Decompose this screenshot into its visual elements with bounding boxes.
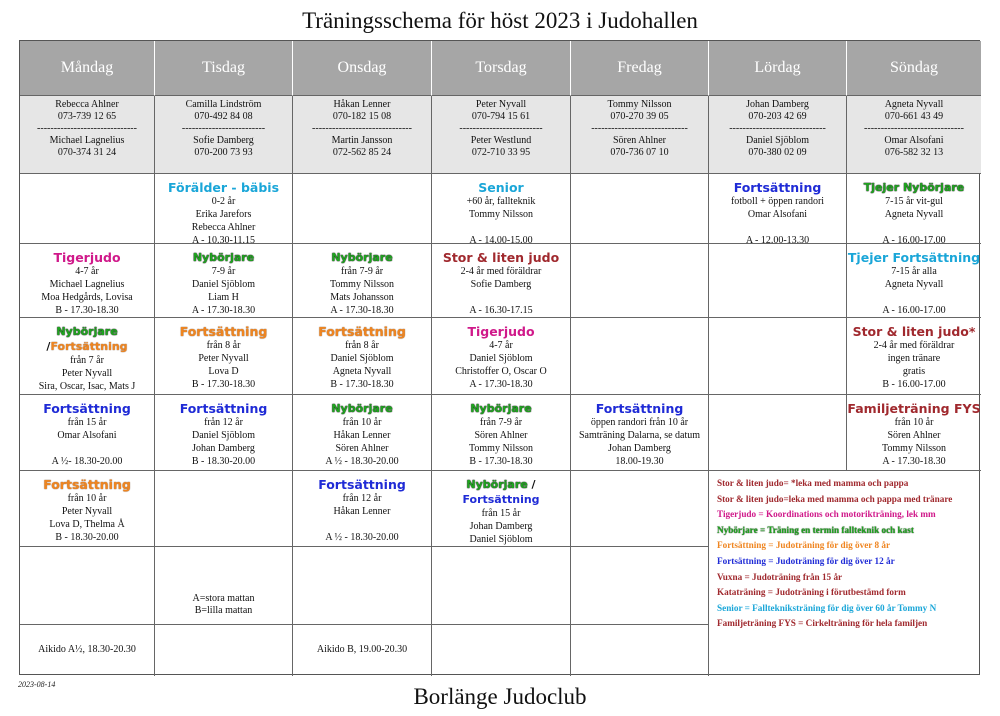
slot-empty bbox=[709, 244, 847, 318]
trainers-tuesday bbox=[155, 96, 293, 174]
trainer-phone: 070-200 73 93 bbox=[194, 147, 253, 158]
slot-empty bbox=[571, 174, 709, 244]
trainers-saturday bbox=[709, 96, 847, 174]
activity-age: från 7-9 år bbox=[340, 266, 384, 277]
activity-trainer: Omar Alsofani bbox=[57, 430, 117, 441]
trainer-name: Sofie Damberg bbox=[193, 135, 254, 146]
activity-trainer: Agneta Nyvall bbox=[884, 209, 944, 220]
activity-age: från 10 år bbox=[342, 417, 382, 428]
activity-time: A ½ - 18.30-20.00 bbox=[325, 456, 399, 467]
trainer-name: Camilla Lindström bbox=[185, 99, 262, 110]
activity-age: från 7 år bbox=[70, 355, 104, 366]
slot-empty bbox=[20, 547, 155, 625]
schedule-table bbox=[19, 40, 980, 675]
aikido-wednesday: Aikido B, 19.00-20.30 bbox=[293, 625, 432, 676]
activity-trainer: Rebecca Ahlner bbox=[191, 222, 256, 233]
slot-sunday-1 bbox=[847, 174, 981, 244]
activity-time: A - 17.30-18.30 bbox=[469, 379, 533, 390]
activity-trainer: Peter Nyvall bbox=[61, 506, 113, 517]
activity-age: från 15 år bbox=[67, 417, 107, 428]
activity-name: Fortsättning bbox=[43, 401, 131, 416]
trainer-phone: 070-794 15 61 bbox=[471, 111, 531, 122]
activity-trainer: Liam H bbox=[208, 292, 239, 303]
activity-trainer: Agneta Nyvall bbox=[332, 366, 392, 377]
activity-name: Tjejer Nybörjare bbox=[863, 181, 965, 194]
activity-name: Stor & liten judo bbox=[442, 250, 560, 265]
activity-age: 0-2 år bbox=[211, 196, 236, 207]
trainers-friday bbox=[571, 96, 709, 174]
slot-sunday-3 bbox=[847, 318, 981, 395]
trainer-phone: 072-562 85 24 bbox=[332, 147, 392, 158]
day-header-saturday: Lördag bbox=[709, 41, 847, 96]
activity-age: från 15 år bbox=[481, 508, 521, 519]
mats-note bbox=[155, 547, 293, 625]
trainers-monday bbox=[20, 96, 155, 174]
mat-a-note: A=stora mattan bbox=[192, 593, 255, 604]
legend-item: Tigerjudo = Koordinations och motorikträning, lek mm bbox=[717, 509, 936, 520]
activity-name bbox=[432, 477, 570, 507]
legend-item: Senior = Falltekniksträning för dig över 60 år Tommy N bbox=[717, 602, 937, 613]
slot-wednesday-2 bbox=[293, 244, 432, 318]
activity-name: Fortsättning bbox=[318, 324, 406, 339]
activity-time: A ½ - 18.30-20.00 bbox=[325, 532, 399, 543]
day-header-wednesday: Onsdag bbox=[293, 41, 432, 96]
activity-description: Samträning Dalarna, se datum bbox=[578, 430, 701, 441]
activity-time: B - 17.30-18.30 bbox=[330, 379, 394, 390]
activity-trainer: Håkan Lenner bbox=[333, 430, 391, 441]
mat-b-note: B=lilla mattan bbox=[194, 605, 253, 616]
day-header-thursday: Torsdag bbox=[432, 41, 571, 96]
activity-trainer: Sören Ahlner bbox=[887, 430, 941, 441]
activity-trainer: Agneta Nyvall bbox=[884, 279, 944, 290]
activity-trainer: Lova D bbox=[208, 366, 239, 377]
activity-time: A - 12.00-13.30 bbox=[745, 235, 810, 244]
activity-name-part: Fortsättning bbox=[50, 340, 128, 353]
trainers-wednesday bbox=[293, 96, 432, 174]
slot-tuesday-2 bbox=[155, 244, 293, 318]
activity-trainer: Mats Johansson bbox=[330, 292, 394, 303]
day-header-monday: Måndag bbox=[20, 41, 155, 96]
activity-name: Nybörjare bbox=[331, 402, 393, 415]
trainer-name: Daniel Sjöblom bbox=[745, 135, 810, 146]
separator: ------------------------------ bbox=[864, 123, 964, 134]
separator: ----------------------------- bbox=[729, 123, 826, 134]
activity-age: från 8 år bbox=[206, 340, 241, 351]
activity-trainer: Johan Damberg bbox=[469, 521, 533, 532]
activity-trainer: Peter Nyvall bbox=[198, 353, 249, 364]
trainer-name: Michael Lagnelius bbox=[49, 135, 125, 146]
legend-item: Stor & liten judo= *leka med mamma och pappa bbox=[717, 478, 909, 488]
trainer-phone: 073-739 12 65 bbox=[57, 111, 117, 122]
legend-item: Vuxna = Judoträning från 15 år bbox=[717, 571, 843, 582]
activity-time: A - 16.00-17.00 bbox=[882, 235, 946, 244]
activity-trainer: Erika Jarefors bbox=[195, 209, 252, 220]
activity-age: från 7-9 år bbox=[479, 417, 523, 428]
activity-time: B - 18.30-20.00 bbox=[55, 532, 119, 543]
activity-age: från 10 år bbox=[894, 417, 934, 428]
trainer-phone: 070-736 07 10 bbox=[610, 147, 669, 158]
slot-empty bbox=[709, 395, 847, 471]
activity-age: från 12 år bbox=[204, 417, 243, 428]
activity-age: 2-4 år med föräldrar bbox=[460, 266, 542, 277]
activity-trainer: Håkan Lenner bbox=[333, 506, 391, 517]
legend-item: Fortsättning = Judoträning för dig över 12 år bbox=[717, 555, 895, 566]
activity-age: 7-15 år alla bbox=[891, 266, 937, 277]
activity-name: Nybörjare bbox=[331, 251, 393, 264]
activity-time: A - 14.00-15.00 bbox=[469, 235, 533, 244]
activity-trainer: Daniel Sjöblom bbox=[469, 534, 533, 545]
legend bbox=[708, 471, 981, 676]
activity-trainer: ingen tränare bbox=[887, 353, 941, 364]
activity-trainer: Tommy Nilsson bbox=[468, 443, 534, 454]
activity-name: Fortsättning bbox=[733, 180, 822, 195]
activity-trainer: Peter Nyvall bbox=[61, 368, 113, 379]
activity-name: Fortsättning bbox=[595, 401, 684, 416]
slot-empty bbox=[571, 625, 709, 676]
activity-name: Tjejer Fortsättning bbox=[847, 250, 981, 265]
trainer-name: Omar Alsofani bbox=[884, 135, 944, 146]
slot-empty bbox=[432, 625, 571, 676]
legend-item: Stor & liten judo=leka med mamma och pappa med tränare bbox=[717, 493, 953, 504]
trainer-phone: 070-203 42 69 bbox=[748, 111, 807, 122]
activity-trainer: Daniel Sjöblom bbox=[469, 353, 533, 364]
trainer-name: Martin Jansson bbox=[331, 135, 393, 146]
activity-trainer: Moa Hedgårds, Lovisa bbox=[41, 292, 133, 303]
slot-thursday-1 bbox=[432, 174, 571, 244]
activity-trainer: Sofie Damberg bbox=[470, 279, 532, 290]
name-separator: / bbox=[46, 340, 51, 353]
activity-age: från 12 år bbox=[342, 493, 382, 504]
trainer-phone: 070-182 15 08 bbox=[332, 111, 392, 122]
activity-time: A - 16.00-17.00 bbox=[882, 305, 946, 316]
slot-empty bbox=[571, 547, 709, 625]
activity-trainer: Omar Alsofani bbox=[747, 209, 808, 220]
activity-trainer: Daniel Sjöblom bbox=[191, 279, 256, 290]
activity-trainer: Lova D, Thelma Å bbox=[49, 519, 125, 530]
activity-name: Fortsättning bbox=[318, 477, 406, 492]
trainer-name: Agneta Nyvall bbox=[884, 99, 944, 110]
slot-thursday-2 bbox=[432, 244, 571, 318]
slot-empty bbox=[293, 547, 432, 625]
trainer-phone: 070-374 31 24 bbox=[57, 147, 117, 158]
slot-empty bbox=[571, 244, 709, 318]
slot-friday-4 bbox=[571, 395, 709, 471]
trainer-name: Tommy Nilsson bbox=[607, 99, 672, 110]
slot-saturday-1 bbox=[709, 174, 847, 244]
trainer-phone: 070-661 43 49 bbox=[884, 111, 944, 122]
slot-wednesday-3 bbox=[293, 318, 432, 395]
activity-age: fotboll + öppen randori bbox=[730, 196, 825, 207]
activity-age: +60 år, fallteknik bbox=[466, 196, 536, 207]
activity-description: öppen randori från 10 år bbox=[590, 417, 689, 428]
activity-trainer: Johan Damberg bbox=[192, 443, 255, 454]
slot-empty bbox=[155, 471, 293, 547]
activity-name: Fortsättning bbox=[179, 324, 268, 339]
legend-item: Kataträning = Judoträning i förutbestämd form bbox=[717, 587, 906, 598]
activity-trainer: Johan Damberg bbox=[608, 443, 671, 454]
day-header-sunday: Söndag bbox=[847, 41, 981, 96]
slot-thursday-4 bbox=[432, 395, 571, 471]
slot-empty bbox=[571, 471, 709, 547]
slot-empty bbox=[432, 547, 571, 625]
activity-name-part: Fortsättning bbox=[462, 493, 540, 506]
activity-trainer: Tommy Nilsson bbox=[881, 443, 947, 454]
activity-trainer: Sören Ahlner bbox=[474, 430, 528, 441]
slot-monday-4 bbox=[20, 395, 155, 471]
activity-trainer: Michael Lagnelius bbox=[49, 279, 125, 290]
activity-name bbox=[20, 324, 154, 354]
slot-monday-2 bbox=[20, 244, 155, 318]
activity-trainer: Tommy Nilsson bbox=[468, 209, 534, 220]
trainers-sunday bbox=[847, 96, 981, 174]
slot-tuesday-4 bbox=[155, 395, 293, 471]
activity-time: A - 17.30-18.30 bbox=[330, 305, 394, 316]
separator: ------------------------- bbox=[181, 123, 266, 134]
legend-item: Nybörjare = Träning en termin fallteknik och kast bbox=[717, 524, 914, 535]
trainer-phone: 070-492 84 08 bbox=[194, 111, 253, 122]
club-name: Borlänge Judoclub bbox=[413, 684, 587, 709]
activity-time: 18.00-19.30 bbox=[615, 456, 664, 467]
slot-empty bbox=[155, 625, 293, 676]
page-title: Träningsschema för höst 2023 i Judohallen bbox=[302, 8, 698, 33]
activity-age: 2-4 år med föräldrar bbox=[873, 340, 955, 351]
activity-time: A - 16.30-17.15 bbox=[469, 305, 533, 316]
separator: ------------------------- bbox=[459, 123, 543, 134]
activity-age: från 8 år bbox=[345, 340, 379, 351]
activity-time: A - 17.30-18.30 bbox=[882, 456, 946, 467]
document-date: 2023-08-14 bbox=[18, 680, 56, 689]
legend-item: Fortsättning = Judoträning för dig över 8 år bbox=[717, 540, 891, 551]
trainer-name: Johan Damberg bbox=[746, 99, 809, 110]
activity-time: B - 16.00-17.00 bbox=[882, 379, 946, 390]
activity-name: Familjeträning FYS bbox=[847, 401, 981, 416]
slot-empty bbox=[709, 318, 847, 395]
activity-time: B - 18.30-20.00 bbox=[191, 456, 256, 467]
activity-time: A - 17.30-18.30 bbox=[191, 305, 256, 316]
trainer-name: Sören Ahlner bbox=[612, 135, 667, 146]
activity-name-part: Nybörjare bbox=[56, 325, 118, 338]
trainer-phone: 076-582 32 13 bbox=[884, 147, 944, 158]
activity-age: 7-9 år bbox=[211, 266, 236, 277]
activity-age: 7-15 år vit-gul bbox=[885, 196, 943, 207]
activity-name: Stor & liten judo* bbox=[852, 324, 976, 339]
slot-sunday-4 bbox=[847, 395, 981, 471]
activity-name: Fortsättning bbox=[43, 477, 131, 492]
slot-thursday-3 bbox=[432, 318, 571, 395]
slot-wednesday-5 bbox=[293, 471, 432, 547]
activity-name: Senior bbox=[478, 180, 524, 195]
activity-time: B - 17.30-18.30 bbox=[55, 305, 119, 316]
slot-tuesday-3 bbox=[155, 318, 293, 395]
activity-age: 4-7 år bbox=[489, 340, 513, 351]
activity-name: Nybörjare bbox=[470, 402, 532, 415]
activity-price: gratis bbox=[902, 366, 926, 377]
activity-time: B - 17.30-18.30 bbox=[191, 379, 256, 390]
day-header-tuesday: Tisdag bbox=[155, 41, 293, 96]
trainer-name: Håkan Lenner bbox=[333, 99, 391, 110]
activity-trainer: Christoffer O, Oscar O bbox=[455, 366, 547, 377]
activity-age: från 10 år bbox=[67, 493, 107, 504]
day-header-friday: Fredag bbox=[571, 41, 709, 96]
trainer-phone: 070-380 02 09 bbox=[748, 147, 807, 158]
slot-sunday-2 bbox=[847, 244, 981, 318]
activity-name: Förälder - bäbis bbox=[167, 180, 280, 195]
activity-trainer: Daniel Sjöblom bbox=[330, 353, 394, 364]
slot-tuesday-1 bbox=[155, 174, 293, 244]
slot-thursday-5 bbox=[432, 471, 571, 547]
slot-wednesday-4 bbox=[293, 395, 432, 471]
activity-time: A ½- 18.30-20.00 bbox=[51, 456, 123, 467]
trainer-name: Rebecca Ahlner bbox=[55, 99, 119, 110]
slot-empty bbox=[20, 174, 155, 244]
slot-empty bbox=[293, 174, 432, 244]
trainer-name: Peter Westlund bbox=[470, 135, 532, 146]
activity-age: 4-7 år bbox=[75, 266, 99, 277]
slot-monday-3 bbox=[20, 318, 155, 395]
activity-name: Nybörjare bbox=[192, 251, 255, 264]
trainer-phone: 070-270 39 05 bbox=[610, 111, 669, 122]
activity-time: B - 17.30-18.30 bbox=[469, 456, 533, 467]
activity-trainer: Sira, Oscar, Isac, Mats J bbox=[38, 381, 136, 392]
trainer-phone: 072-710 33 95 bbox=[471, 147, 531, 158]
trainer-name: Peter Nyvall bbox=[475, 99, 527, 110]
slot-monday-5 bbox=[20, 471, 155, 547]
activity-trainer: Daniel Sjöblom bbox=[191, 430, 256, 441]
activity-name: Tigerjudo bbox=[467, 324, 535, 339]
activity-name-part: Nybörjare bbox=[466, 478, 528, 491]
separator: ------------------------------ bbox=[37, 123, 137, 134]
activity-name: Fortsättning bbox=[179, 401, 268, 416]
activity-name: Tigerjudo bbox=[53, 250, 121, 265]
activity-trainer: Sören Ahlner bbox=[335, 443, 389, 454]
activity-trainer: Tommy Nilsson bbox=[329, 279, 395, 290]
trainers-thursday bbox=[432, 96, 571, 174]
activity-time: A - 10.30-11.15 bbox=[192, 235, 255, 244]
separator: ------------------------------ bbox=[312, 123, 412, 134]
aikido-monday: Aikido A½, 18.30-20.30 bbox=[20, 625, 155, 676]
separator: ----------------------------- bbox=[591, 123, 688, 134]
legend-item: Familjeträning FYS = Cirkelträning för hela familjen bbox=[717, 618, 928, 629]
name-separator: / bbox=[527, 478, 536, 491]
slot-empty bbox=[571, 318, 709, 395]
